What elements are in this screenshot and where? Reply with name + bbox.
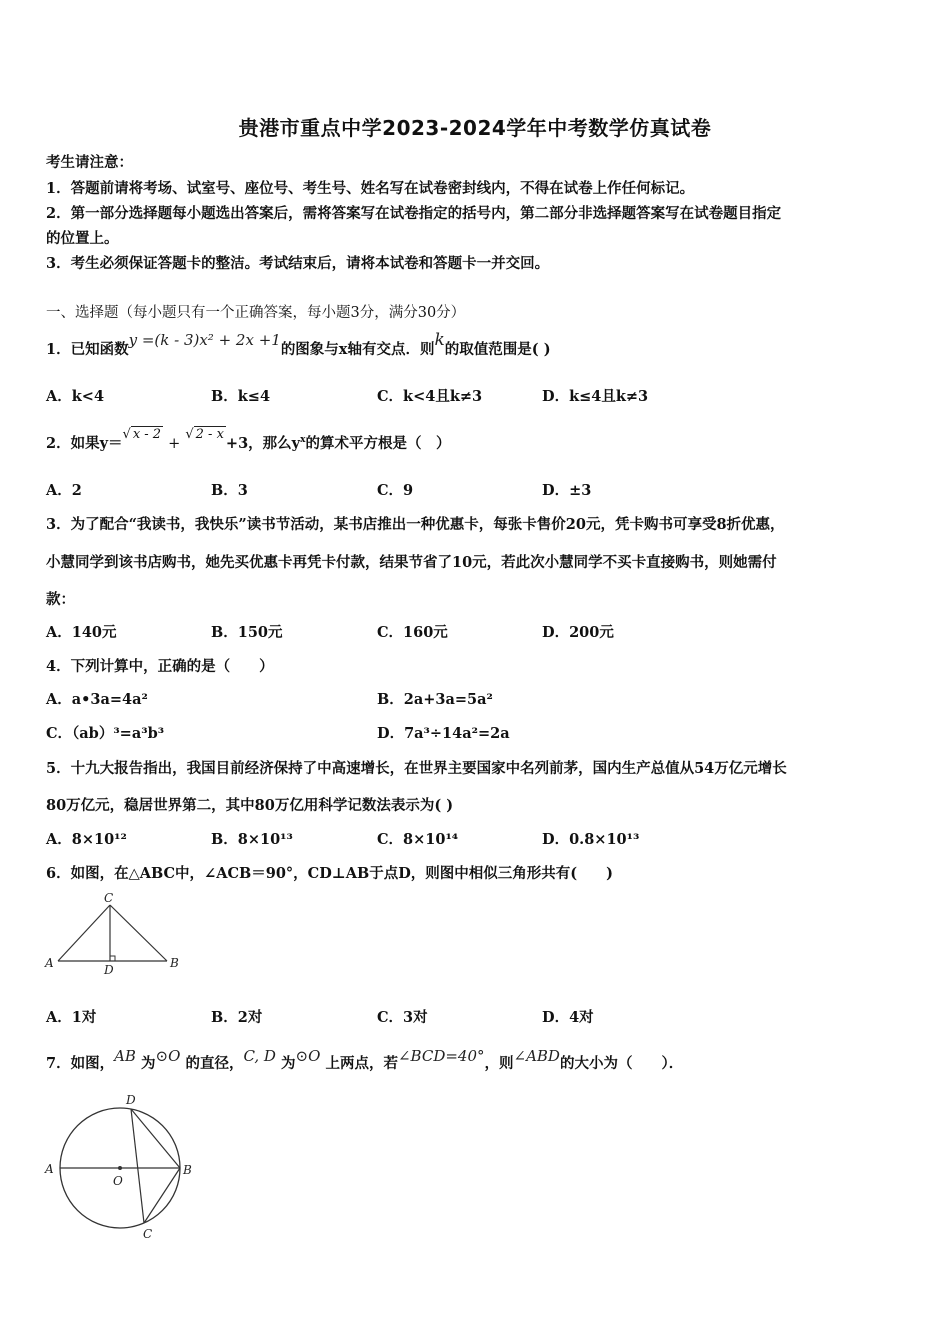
q1-suffix: 的取值范围是( ) bbox=[444, 341, 551, 358]
q2-plus: + bbox=[168, 436, 181, 452]
q7-center-dot bbox=[118, 1166, 122, 1170]
q2-option-b[interactable]: B．3 bbox=[211, 482, 248, 499]
q7-text-7: 的大小为（ ）． bbox=[559, 1055, 684, 1072]
q2-radical-1: √ x - 2 bbox=[122, 427, 162, 442]
q6-segment-cb bbox=[110, 905, 167, 961]
q7-text-4: 为 bbox=[281, 1055, 296, 1072]
q6-option-d[interactable]: D．4对 bbox=[542, 1009, 594, 1026]
question-5-line-1: 5．十九大报告指出，我国目前经济保持了中高速增长，在世界主要国家中名列前茅，国内生产总值从54万亿元增长 bbox=[46, 760, 787, 777]
q1-middle: 的图象与x轴有交点．则 bbox=[280, 341, 435, 358]
q6-label-b: B bbox=[170, 956, 179, 970]
q7-text-1: 7．如图， bbox=[46, 1055, 115, 1072]
notice-item-3: 3．考生必须保证答题卡的整洁。考试结束后，请将本试卷和答题卡一并交回。 bbox=[46, 255, 550, 272]
q2-radicand-1: x - 2 bbox=[132, 427, 162, 442]
notice-item-1: 1．答题前请将考场、试室号、座位号、考生号、姓名写在试卷密封线内，不得在试卷上作任何标记。 bbox=[46, 180, 695, 197]
q5-option-b[interactable]: B．8×10¹³ bbox=[211, 831, 293, 848]
question-3-line-1: 3．为了配合“我读书，我快乐”读书节活动，某书店推出一种优惠卡，每张卡售价20元，凭卡购书可享受8折优惠， bbox=[46, 516, 785, 533]
question-3-line-2: 小慧同学到该书店购书，她先买优惠卡再凭卡付款，结果节省了10元，若此次小慧同学不买卡直接购书，则她需付 bbox=[46, 554, 777, 571]
question-4: 4．下列计算中，正确的是（ ） bbox=[46, 658, 274, 675]
q6-segment-ac bbox=[58, 905, 110, 961]
q6-label-d: D bbox=[104, 963, 114, 977]
q7-math-angle-bcd: ∠BCD=40° bbox=[397, 1047, 485, 1065]
q2-option-d[interactable]: D．±3 bbox=[542, 482, 592, 499]
q7-label-o: O bbox=[113, 1174, 123, 1188]
q7-math-ab: AB bbox=[114, 1047, 136, 1065]
q2-radical-2: √ 2 - x bbox=[185, 427, 224, 442]
q5-option-d[interactable]: D．0.8×10¹³ bbox=[542, 831, 640, 848]
q7-circle-figure bbox=[38, 1088, 208, 1248]
q6-option-c[interactable]: C．3对 bbox=[377, 1009, 428, 1026]
notice-heading: 考生请注意： bbox=[46, 154, 133, 171]
question-7 bbox=[46, 1047, 684, 1073]
q2-option-a[interactable]: A．2 bbox=[46, 482, 82, 499]
q6-label-c: C bbox=[104, 891, 114, 905]
q4-option-a[interactable]: A．a•3a=4a² bbox=[46, 691, 148, 708]
q3-option-d[interactable]: D．200元 bbox=[542, 624, 614, 641]
q7-label-b: B bbox=[183, 1163, 192, 1177]
q7-math-circle-o-2: ⊙O bbox=[295, 1047, 321, 1065]
question-1 bbox=[46, 330, 551, 359]
notice-item-2: 2．第一部分选择题每小题选出答案后，需将答案写在试卷指定的括号内，第二部分非选择题答案写在试卷题目指定 bbox=[46, 205, 782, 222]
q7-chord-dc bbox=[131, 1109, 144, 1223]
q4-option-d[interactable]: D．7a³÷14a²=2a bbox=[377, 725, 510, 742]
q2-prefix: 2．如果y＝ bbox=[46, 435, 123, 452]
question-2 bbox=[46, 427, 451, 453]
q1-prefix: 1．已知函数 bbox=[46, 341, 129, 358]
q7-text-6: ，则 bbox=[484, 1055, 514, 1072]
q3-option-c[interactable]: C．160元 bbox=[377, 624, 448, 641]
q1-option-b[interactable]: B．k≤4 bbox=[211, 388, 271, 405]
q7-label-c: C bbox=[143, 1227, 153, 1241]
q1-var: k bbox=[434, 330, 445, 350]
q2-suffix: +3，那么y bbox=[225, 435, 301, 452]
q4-option-b[interactable]: B．2a+3a=5a² bbox=[377, 691, 493, 708]
q6-label-a: A bbox=[45, 956, 54, 970]
q7-text-3: 的直径， bbox=[185, 1055, 244, 1072]
q3-option-a[interactable]: A．140元 bbox=[46, 624, 117, 641]
q7-math-angle-abd: ∠ABD bbox=[513, 1047, 560, 1065]
q6-option-a[interactable]: A．1对 bbox=[46, 1009, 97, 1026]
q1-formula: y =(k - 3)x² + 2x +1 bbox=[128, 331, 281, 349]
notice-item-2-cont: 的位置上。 bbox=[46, 230, 119, 247]
q5-option-a[interactable]: A．8×10¹² bbox=[46, 831, 127, 848]
q1-option-c[interactable]: C．k<4且k≠3 bbox=[377, 388, 483, 405]
q7-chord-cb bbox=[144, 1168, 180, 1223]
q6-option-b[interactable]: B．2对 bbox=[211, 1009, 263, 1026]
q7-text-5: 上两点，若 bbox=[325, 1055, 398, 1072]
q7-math-cd: C, D bbox=[243, 1047, 276, 1065]
section-heading: 一、选择题（每小题只有一个正确答案，每小题3分，满分30分） bbox=[46, 305, 466, 321]
question-3-line-3: 款： bbox=[46, 591, 75, 608]
page-title: 贵港市重点中学2023-2024学年中考数学仿真试卷 bbox=[238, 116, 712, 140]
question-6: 6．如图，在△ABC中，∠ACB＝90°，CD⊥AB于点D，则图中相似三角形共有( ) bbox=[46, 865, 614, 882]
q6-triangle-figure bbox=[40, 888, 190, 978]
q3-option-b[interactable]: B．150元 bbox=[211, 624, 283, 641]
q7-label-a: A bbox=[45, 1162, 54, 1176]
q2-sup: x bbox=[300, 435, 306, 446]
q7-text-2: 为 bbox=[141, 1055, 156, 1072]
q5-option-c[interactable]: C．8×10¹⁴ bbox=[377, 831, 459, 848]
q7-label-d: D bbox=[126, 1093, 136, 1107]
q6-right-angle-mark bbox=[110, 956, 115, 961]
question-5-line-2: 80万亿元，稳居世界第二，其中80万亿用科学记数法表示为( ) bbox=[46, 797, 454, 814]
q4-option-c[interactable]: C．（ab）³=a³b³ bbox=[46, 725, 165, 742]
q7-math-circle-o: ⊙O bbox=[155, 1047, 181, 1065]
q1-option-a[interactable]: A．k<4 bbox=[46, 388, 105, 405]
q2-end: 的算术平方根是（ ） bbox=[305, 435, 451, 452]
q2-option-c[interactable]: C．9 bbox=[377, 482, 414, 499]
q1-option-d[interactable]: D．k≤4且k≠3 bbox=[542, 388, 649, 405]
q2-radicand-2: 2 - x bbox=[195, 427, 224, 442]
